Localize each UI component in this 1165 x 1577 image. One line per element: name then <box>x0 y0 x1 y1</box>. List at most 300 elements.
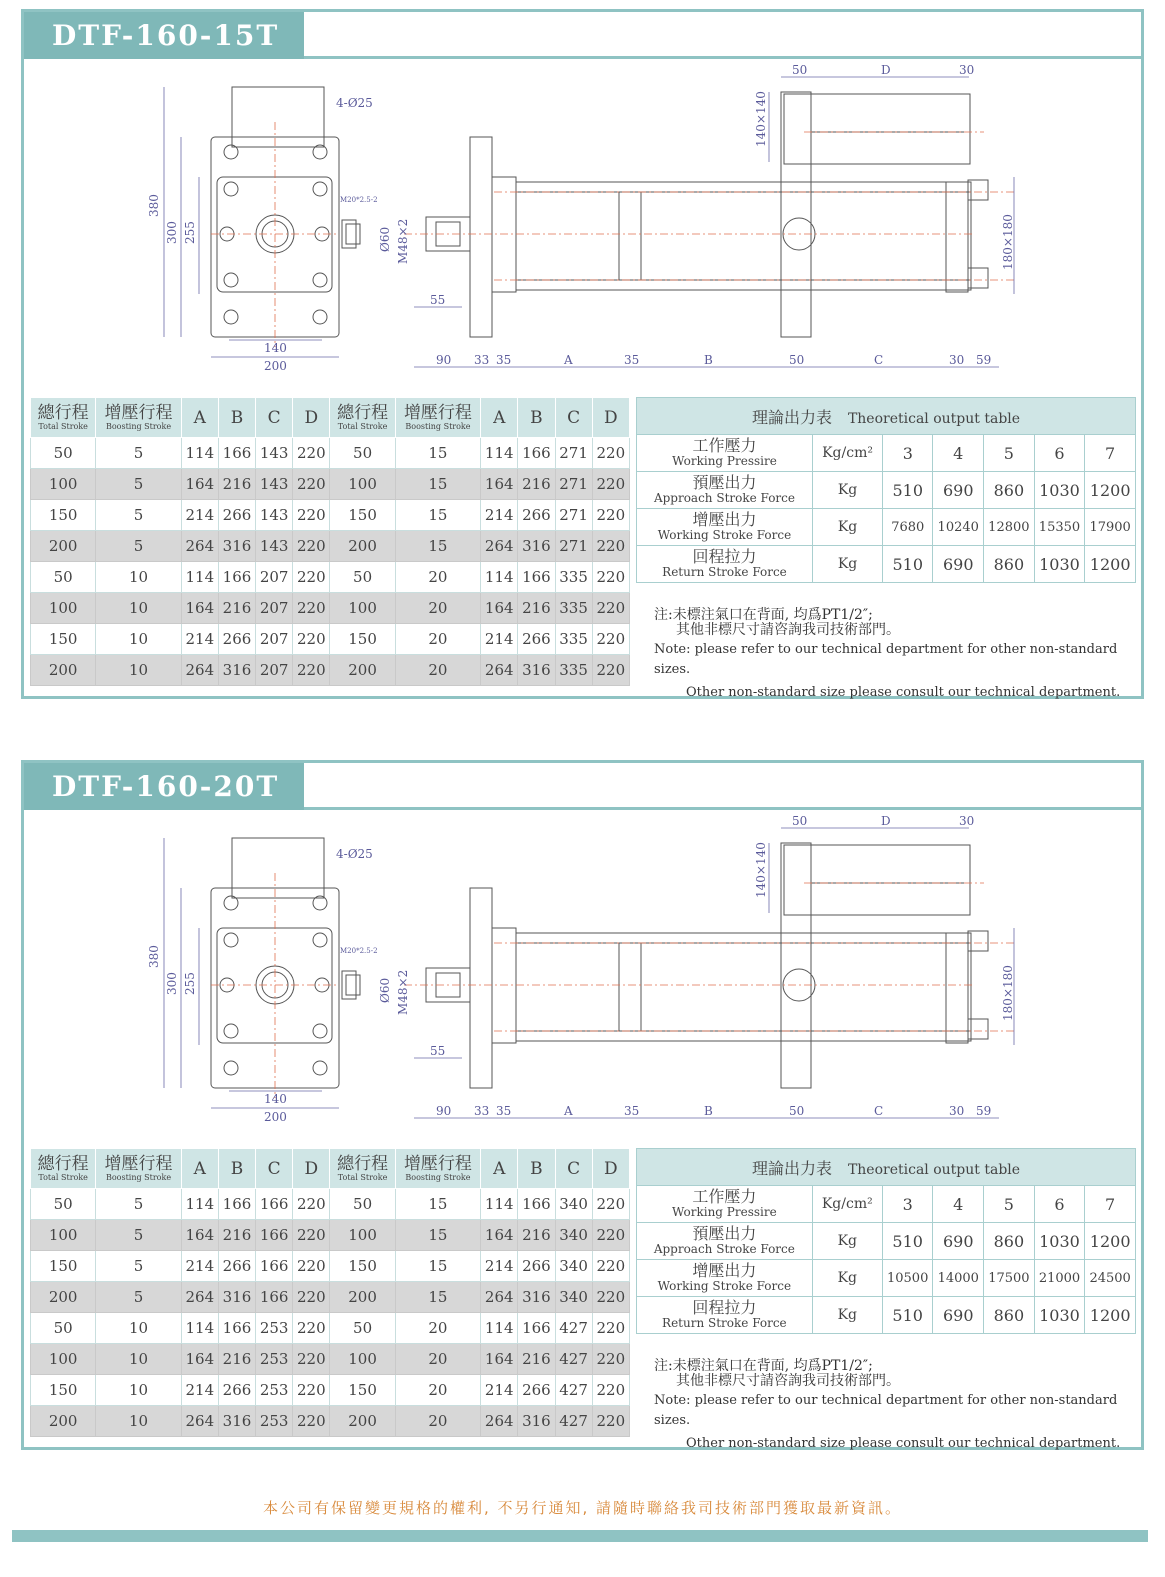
table-cell: 266 <box>218 1375 255 1406</box>
table-cell: 10 <box>96 593 181 624</box>
table-cell: 50 <box>31 562 96 593</box>
table-cell: 10 <box>96 1375 181 1406</box>
table-cell: 15 <box>395 531 480 562</box>
table-cell: 216 <box>518 469 555 500</box>
table-cell: 220 <box>592 1344 629 1375</box>
table-cell: 100 <box>31 1344 96 1375</box>
table-cell: 20 <box>395 562 480 593</box>
unit-kg: Kg <box>812 1260 882 1297</box>
table-cell: 216 <box>518 593 555 624</box>
table-cell: 340 <box>555 1189 592 1220</box>
note-line: 注:未標注氣口在背面, 均爲PT1/2″; <box>654 1358 873 1374</box>
table-cell: 20 <box>395 1344 480 1375</box>
table-cell: 271 <box>555 500 592 531</box>
table-cell: 20 <box>395 624 480 655</box>
dim-label: A <box>564 1104 573 1118</box>
unit-kg: Kg <box>812 1223 882 1260</box>
table-cell: 166 <box>256 1220 293 1251</box>
table-cell: 264 <box>181 531 218 562</box>
table-cell: 220 <box>293 1344 330 1375</box>
table-cell: 214 <box>181 624 218 655</box>
table-cell: 100 <box>31 1220 96 1251</box>
table-row <box>31 1344 630 1375</box>
table-row <box>31 438 630 469</box>
front-view <box>147 838 378 1124</box>
dim-label: 180×180 <box>1001 965 1015 1021</box>
table-cell: 264 <box>481 531 518 562</box>
table-cell: 214 <box>181 1375 218 1406</box>
table-cell: 316 <box>518 1282 555 1313</box>
table-cell: 100 <box>330 1220 395 1251</box>
footer-bar <box>12 1530 1148 1542</box>
label-approach-force: 預壓出力 Approach Stroke Force <box>637 472 813 509</box>
header-d: D <box>293 1149 330 1189</box>
table-row <box>31 1189 630 1220</box>
table-cell: 220 <box>293 1220 330 1251</box>
header-total-stroke: 總行程 Total Stroke <box>330 398 395 438</box>
table-cell: 10 <box>96 1344 181 1375</box>
output-value: 690 <box>933 546 984 583</box>
table-cell: 220 <box>293 1282 330 1313</box>
dim-label: 50 <box>789 353 805 367</box>
output-value: 510 <box>882 1297 933 1334</box>
spec-table <box>30 1148 630 1437</box>
table-row <box>31 1251 630 1282</box>
output-value: 15350 <box>1034 509 1085 546</box>
panel-title: DTF-160-15T <box>24 12 304 59</box>
output-value: 1030 <box>1034 1223 1085 1260</box>
table-cell: 164 <box>181 469 218 500</box>
table-cell: 5 <box>96 1251 181 1282</box>
table-cell: 114 <box>481 562 518 593</box>
table-cell: 220 <box>293 593 330 624</box>
table-cell: 340 <box>555 1282 592 1313</box>
table-cell: 253 <box>256 1375 293 1406</box>
output-value: 3 <box>882 1186 933 1223</box>
table-row <box>31 531 630 562</box>
dim-label: 4-Ø25 <box>336 96 373 110</box>
dim-label: 200 <box>264 1110 287 1124</box>
table-row <box>31 593 630 624</box>
front-view <box>147 87 378 373</box>
table-cell: 220 <box>592 469 629 500</box>
output-table <box>636 397 1136 583</box>
table-cell: 150 <box>330 624 395 655</box>
table-cell: 114 <box>181 1313 218 1344</box>
table-cell: 164 <box>181 1344 218 1375</box>
table-cell: 15 <box>395 1251 480 1282</box>
table-cell: 5 <box>96 531 181 562</box>
unit-kg: Kg <box>812 546 882 583</box>
output-table-caption: 理論出力表 Theoretical output table <box>637 398 1136 435</box>
table-cell: 100 <box>330 469 395 500</box>
table-cell: 214 <box>481 624 518 655</box>
table-cell: 5 <box>96 1282 181 1313</box>
table-cell: 264 <box>481 1406 518 1437</box>
header-d: D <box>592 398 629 438</box>
dim-label: 200 <box>264 359 287 373</box>
header-c: C <box>555 1149 592 1189</box>
table-cell: 207 <box>256 624 293 655</box>
dim-label: C <box>874 1104 884 1118</box>
table-cell: 220 <box>592 1220 629 1251</box>
label-working-force: 增壓出力 Working Stroke Force <box>637 509 813 546</box>
table-row <box>31 500 630 531</box>
table-cell: 164 <box>481 1344 518 1375</box>
dim-label: 4-Ø25 <box>336 847 373 861</box>
table-cell: 164 <box>481 593 518 624</box>
header-b: B <box>518 1149 555 1189</box>
table-cell: 143 <box>256 500 293 531</box>
table-cell: 20 <box>395 1313 480 1344</box>
table-cell: 164 <box>481 469 518 500</box>
table-cell: 316 <box>518 531 555 562</box>
output-table <box>636 1148 1136 1334</box>
table-cell: 220 <box>592 624 629 655</box>
dim-label: 380 <box>147 194 161 217</box>
table-cell: 10 <box>96 655 181 686</box>
output-value: 690 <box>933 1297 984 1334</box>
output-value: 860 <box>984 1223 1035 1260</box>
table-cell: 264 <box>481 655 518 686</box>
table-cell: 143 <box>256 469 293 500</box>
table-cell: 114 <box>181 438 218 469</box>
table-cell: 220 <box>293 562 330 593</box>
table-cell: 150 <box>31 1251 96 1282</box>
table-cell: 220 <box>592 1406 629 1437</box>
output-value: 1200 <box>1085 546 1136 583</box>
output-value: 5 <box>984 1186 1035 1223</box>
table-cell: 164 <box>181 593 218 624</box>
header-a: A <box>481 1149 518 1189</box>
dim-label: Ø60 <box>378 226 392 252</box>
table-cell: 200 <box>31 655 96 686</box>
output-value: 510 <box>882 1223 933 1260</box>
dim-label: 140 <box>264 1092 287 1106</box>
table-row <box>31 1375 630 1406</box>
table-cell: 316 <box>218 531 255 562</box>
dim-label: 140×140 <box>754 91 768 147</box>
dim-label: 30 <box>949 353 965 367</box>
table-cell: 340 <box>555 1220 592 1251</box>
spec-table <box>30 397 630 686</box>
header-a: A <box>481 398 518 438</box>
table-row <box>31 1313 630 1344</box>
table-cell: 5 <box>96 438 181 469</box>
table-cell: 114 <box>481 1313 518 1344</box>
table-cell: 150 <box>330 1251 395 1282</box>
label-approach-force: 預壓出力 Approach Stroke Force <box>637 1223 813 1260</box>
table-cell: 335 <box>555 624 592 655</box>
table-cell: 220 <box>293 1189 330 1220</box>
table-cell: 220 <box>293 1313 330 1344</box>
table-row <box>31 1220 630 1251</box>
table-cell: 214 <box>181 1251 218 1282</box>
table-cell: 427 <box>555 1375 592 1406</box>
note-line: Note: please refer to our technical department for other non-standard sizes. <box>654 642 1118 677</box>
table-cell: 200 <box>31 531 96 562</box>
dim-label: M48×2 <box>396 218 410 264</box>
table-cell: 114 <box>181 1189 218 1220</box>
table-cell: 150 <box>330 500 395 531</box>
output-value: 4 <box>933 1186 984 1223</box>
table-cell: 166 <box>518 562 555 593</box>
output-value: 12800 <box>984 509 1035 546</box>
side-view <box>378 814 1015 1118</box>
header-boost-stroke: 增壓行程 Boosting Stroke <box>96 1149 181 1189</box>
table-cell: 166 <box>218 1189 255 1220</box>
table-cell: 5 <box>96 469 181 500</box>
table-cell: 15 <box>395 1189 480 1220</box>
table-cell: 220 <box>592 562 629 593</box>
cylinder-drawing <box>24 12 1141 392</box>
product-panel <box>21 9 1144 699</box>
dim-label: 255 <box>183 221 197 244</box>
header-boost-stroke: 增壓行程 Boosting Stroke <box>395 1149 480 1189</box>
dim-label: 55 <box>430 1044 446 1058</box>
table-cell: 114 <box>181 562 218 593</box>
table-cell: 266 <box>218 1251 255 1282</box>
table-cell: 10 <box>96 1406 181 1437</box>
dim-label: 140 <box>264 341 287 355</box>
table-cell: 316 <box>518 655 555 686</box>
table-row <box>31 655 630 686</box>
table-cell: 214 <box>481 1375 518 1406</box>
output-value: 4 <box>933 435 984 472</box>
table-header <box>31 1149 630 1189</box>
table-cell: 220 <box>592 1375 629 1406</box>
table-cell: 150 <box>31 624 96 655</box>
output-value: 10500 <box>882 1260 933 1297</box>
dim-label: 140×140 <box>754 842 768 898</box>
table-cell: 216 <box>218 1344 255 1375</box>
table-cell: 220 <box>293 531 330 562</box>
table-cell: 200 <box>330 1406 395 1437</box>
table-cell: 114 <box>481 1189 518 1220</box>
table-cell: 220 <box>592 1313 629 1344</box>
table-cell: 264 <box>181 1406 218 1437</box>
table-cell: 220 <box>592 1251 629 1282</box>
output-value: 510 <box>883 472 933 509</box>
table-cell: 271 <box>555 469 592 500</box>
dim-label: M20*2.5-2 <box>340 947 378 955</box>
table-cell: 220 <box>592 1282 629 1313</box>
dim-label: Ø60 <box>378 977 392 1003</box>
table-cell: 200 <box>330 655 395 686</box>
dim-label: M20*2.5-2 <box>340 196 378 204</box>
table-cell: 220 <box>293 1375 330 1406</box>
label-working-force: 增壓出力 Working Stroke Force <box>637 1260 813 1297</box>
table-cell: 50 <box>330 1189 395 1220</box>
dim-label: 35 <box>496 1104 512 1118</box>
dim-label: 50 <box>792 63 808 77</box>
dim-label: 59 <box>976 1104 992 1118</box>
table-cell: 10 <box>96 624 181 655</box>
table-cell: 15 <box>395 438 480 469</box>
table-cell: 50 <box>31 1189 96 1220</box>
table-cell: 50 <box>31 1313 96 1344</box>
table-cell: 207 <box>256 593 293 624</box>
panel-title: DTF-160-20T <box>24 763 304 810</box>
unit-kg: Kg <box>812 509 882 546</box>
table-cell: 266 <box>218 500 255 531</box>
table-cell: 335 <box>555 593 592 624</box>
table-cell: 15 <box>395 1220 480 1251</box>
header-b: B <box>218 398 255 438</box>
header-total-stroke: 總行程 Total Stroke <box>31 398 96 438</box>
table-cell: 216 <box>518 1344 555 1375</box>
dim-label: C <box>874 353 884 367</box>
table-cell: 20 <box>395 593 480 624</box>
note <box>654 608 1134 703</box>
table-cell: 427 <box>555 1313 592 1344</box>
table-cell: 15 <box>395 469 480 500</box>
table-cell: 166 <box>518 438 555 469</box>
side-view <box>378 63 1015 367</box>
table-row <box>31 469 630 500</box>
table-cell: 143 <box>256 438 293 469</box>
dim-label: M48×2 <box>396 969 410 1015</box>
output-value: 6 <box>1034 435 1085 472</box>
table-cell: 220 <box>592 1189 629 1220</box>
unit-pressure: Kg/cm² <box>812 1186 882 1223</box>
table-cell: 216 <box>518 1220 555 1251</box>
table-cell: 15 <box>395 1282 480 1313</box>
output-value: 690 <box>933 1223 984 1260</box>
dim-label: 55 <box>430 293 446 307</box>
dim-label: 380 <box>147 945 161 968</box>
table-header <box>31 398 630 438</box>
unit-kg: Kg <box>812 1297 882 1334</box>
table-cell: 10 <box>96 562 181 593</box>
output-value: 510 <box>883 546 933 583</box>
output-value: 5 <box>984 435 1035 472</box>
table-cell: 15 <box>395 500 480 531</box>
table-cell: 253 <box>256 1313 293 1344</box>
table-cell: 100 <box>31 593 96 624</box>
table-cell: 253 <box>256 1406 293 1437</box>
table-cell: 20 <box>395 1406 480 1437</box>
dim-label: 90 <box>436 1104 452 1118</box>
table-cell: 143 <box>256 531 293 562</box>
dim-label: 35 <box>624 1104 640 1118</box>
output-value: 21000 <box>1034 1260 1085 1297</box>
dim-label: 30 <box>949 1104 965 1118</box>
product-panel <box>21 760 1144 1450</box>
output-value: 1030 <box>1034 472 1085 509</box>
output-value: 1200 <box>1085 1297 1136 1334</box>
header-c: C <box>256 1149 293 1189</box>
table-cell: 220 <box>293 1406 330 1437</box>
table-cell: 220 <box>293 655 330 686</box>
table-cell: 150 <box>31 500 96 531</box>
table-cell: 266 <box>518 624 555 655</box>
table-cell: 220 <box>592 500 629 531</box>
dim-label: 90 <box>436 353 452 367</box>
dim-label: 30 <box>959 814 975 828</box>
table-cell: 20 <box>395 1375 480 1406</box>
table-cell: 5 <box>96 500 181 531</box>
table-cell: 214 <box>181 500 218 531</box>
header-boost-stroke: 增壓行程 Boosting Stroke <box>96 398 181 438</box>
dim-label: A <box>564 353 573 367</box>
table-cell: 335 <box>555 562 592 593</box>
table-cell: 316 <box>218 1282 255 1313</box>
table-cell: 150 <box>330 1375 395 1406</box>
table-cell: 427 <box>555 1344 592 1375</box>
table-cell: 200 <box>330 1282 395 1313</box>
output-value: 24500 <box>1085 1260 1136 1297</box>
table-cell: 340 <box>555 1251 592 1282</box>
table-cell: 100 <box>330 1344 395 1375</box>
table-row <box>31 1406 630 1437</box>
dim-label: 50 <box>789 1104 805 1118</box>
header-boost-stroke: 增壓行程 Boosting Stroke <box>395 398 480 438</box>
table-cell: 220 <box>592 438 629 469</box>
table-cell: 50 <box>330 562 395 593</box>
table-row <box>31 624 630 655</box>
note-line: Note: please refer to our technical department for other non-standard sizes. <box>654 1393 1118 1428</box>
output-value: 7 <box>1085 1186 1136 1223</box>
dim-label: 180×180 <box>1001 214 1015 270</box>
table-cell: 316 <box>218 655 255 686</box>
table-cell: 166 <box>256 1251 293 1282</box>
dim-label: 50 <box>792 814 808 828</box>
output-value: 14000 <box>933 1260 984 1297</box>
table-cell: 220 <box>592 531 629 562</box>
output-table-caption: 理論出力表 Theoretical output table <box>637 1149 1136 1186</box>
table-cell: 214 <box>481 500 518 531</box>
table-cell: 316 <box>218 1406 255 1437</box>
table-cell: 271 <box>555 438 592 469</box>
dim-label: 35 <box>624 353 640 367</box>
table-cell: 271 <box>555 531 592 562</box>
table-cell: 335 <box>555 655 592 686</box>
header-c: C <box>555 398 592 438</box>
table-cell: 114 <box>481 438 518 469</box>
header-b: B <box>218 1149 255 1189</box>
output-value: 1030 <box>1034 546 1085 583</box>
note-line: 其他非標尺寸請咨詢我司技術部門。 <box>676 622 900 638</box>
dim-label: 35 <box>496 353 512 367</box>
output-value: 17900 <box>1085 509 1136 546</box>
header-d: D <box>592 1149 629 1189</box>
table-cell: 216 <box>218 593 255 624</box>
table-cell: 220 <box>293 469 330 500</box>
output-value: 860 <box>984 546 1035 583</box>
unit-pressure: Kg/cm² <box>812 435 882 472</box>
table-cell: 5 <box>96 1220 181 1251</box>
label-working-pressure: 工作壓力 Working Pressire <box>637 435 813 472</box>
output-value: 690 <box>933 472 984 509</box>
dim-label: 33 <box>474 1104 490 1118</box>
output-value: 1030 <box>1034 1297 1085 1334</box>
table-cell: 214 <box>481 1251 518 1282</box>
header-c: C <box>256 398 293 438</box>
output-value: 17500 <box>984 1260 1035 1297</box>
cylinder-drawing <box>24 763 1141 1143</box>
table-cell: 316 <box>518 1406 555 1437</box>
table-cell: 100 <box>31 469 96 500</box>
table-cell: 220 <box>592 593 629 624</box>
table-cell: 150 <box>31 1375 96 1406</box>
unit-kg: Kg <box>812 472 882 509</box>
table-cell: 200 <box>31 1406 96 1437</box>
note-line: 其他非標尺寸請咨詢我司技術部門。 <box>676 1373 900 1389</box>
table-cell: 264 <box>181 1282 218 1313</box>
output-value: 6 <box>1034 1186 1085 1223</box>
output-value: 1200 <box>1085 1223 1136 1260</box>
